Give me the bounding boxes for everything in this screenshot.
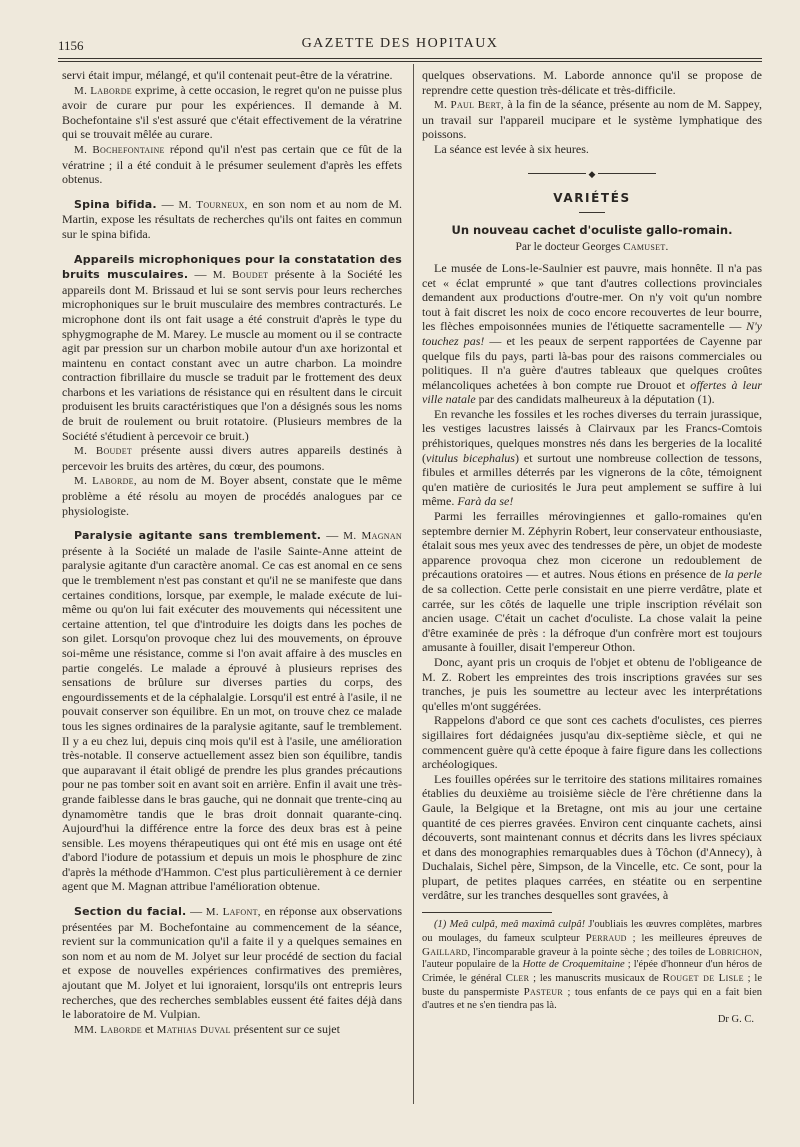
section-appareils-microphoniques <box>62 252 402 444</box>
footnote-rule <box>422 912 552 913</box>
emphasis: la perle <box>724 567 763 582</box>
paragraph-text: présente aussi divers autres appareils destinés à percevoir les bruits des artères, du cœur, des poumons. <box>62 443 402 473</box>
column-divider <box>413 64 414 1104</box>
paragraph-text: à la fin de la séance, présente au nom de M. Sappey, un travail sur l'appareil mucipare et le système lymphatique des poissons. <box>422 97 762 142</box>
paragraph <box>422 97 762 142</box>
speaker-name: M. Boudet <box>74 445 133 458</box>
emphasis: vitulus bicephalus <box>426 450 515 465</box>
page-number: 1156 <box>58 38 84 53</box>
footnote-signature: Dr G. C. <box>717 1013 754 1025</box>
paragraph <box>422 261 762 407</box>
separator: — <box>156 196 179 211</box>
paragraph-text: en réponse aux observations présentées par M. Bochefontaine au commencement de la séance, revient sur la communication qu'il a faite il y a quelques semaines en son nom et au nom de M. Jolyet sur leur procédé de section du facial et expose de nouvelles expériences confirmatives des premières, ajoutant que M. Jolyet et lui ignoraient, lorsqu'ils ont entrepris leurs recherches, que des recherches semblables eussent été faites déjà dans le laboratoire de M. Vulpian. <box>62 904 403 1022</box>
speaker-name: M. Bochefontaine <box>74 143 165 156</box>
paragraph-text: présente à la Société un malade de l'asile Sainte-Anne atteint de paralysie agitante d'un caractère anomal. Ce cas est anomal en ce sens que le tremblement n'est pas constant et qu'il ne se manifeste que dans certaines conditions, lorsque, par exemple, le malade exécute de lui-même ou qu'on lui fait exécuter des mouvements qui nécessitent une certaine attention, tel que d'introduire les doigts dans les poches de son gilet. Lorsqu'on provoque chez lui des mouvements, on éprouve soi-même une résistance, comme si l'on avait affaire à des muscles en partie congelés. Le malade a éprouvé à plusieurs reprises des sensations de brûlure sur diverses parties du corps, des engourdissements et de la céphalalgie. Lorsqu'il est entré à l'asile, il ne pouvait conserver son équilibre. En un mot, on trouve chez ce malade tous les signes ordinaires de la paralysie agitante, sauf le tremblement. Il y a eu chez lui, depuis cinq mois qu'il est à l'asile, une amélioration très-notable. Il conserve actuellement assez bien son équilibre, tandis que auparavant il était obligé de prendre les plus grandes précautions pour ne pas tomber soit en avant soit en arrière. Enfin il avait une très-grande faiblesse dans le bras gauche, qui ne donnait que trente-cinq au dynamomètre tandis que le bras droit donnait quarante-cinq. Aujourd'hui la différence entre la force des deux bras est à peine sensible. Les moyens thérapeutiques qui ont été mis en usage ont été d'abord l'iodure de potassium et depuis un mois le phosphure de zinc d'après la méthode d'Hammon. C'est plus particulièrement à ce dernier agent que M. Magnan attribue l'amélioration obtenue. <box>62 543 402 894</box>
article-title: Un nouveau cachet d'oculiste gallo-romain. <box>451 222 733 237</box>
header-rule-thin <box>58 61 762 62</box>
paragraph <box>62 473 402 518</box>
paragraph: servi était impur, mélangé, et qu'il contenait peut-être de la vératrine. <box>62 68 393 82</box>
paragraph <box>422 407 762 509</box>
footnote <box>422 919 762 1013</box>
left-column <box>62 68 402 1037</box>
paragraph-text: par des candidats malheureux à la députation (1). <box>475 392 715 407</box>
paragraph: Les fouilles opérées sur le territoire des stations militaires romaines établies du deuxième au troisième siècle de l'ère chrétienne dans la Gaule, la Belgique et la Bretagne, ont mis au jour une certaine quantité de ces pierres gravées. Environ cent cinquante cachets, ainsi découverts, sont maintenant connus et décrits dans les livres spéciaux et dans des monographies remarquables dues à Tôchon (d'Annecy), à Duchalais, Sichel père, Simpson, de la Vincelle, etc. Ce sont, pour la plupart, de petites plaques carrées, en stéatite ou en serpentine verdâtre, sur les tranches desquelles sont gravées, à <box>422 771 762 903</box>
paragraph-text: ) et surtout une nombreuse collection de tessons, fibules et armilles déterrés par les vignerons de la côte, témoignent qu'en matière de curiosités le Jura peut amplement se suffire à lui même. <box>422 450 762 509</box>
footnote-text: ; l'épée d'honneur d'un héros de Crimée, le général <box>422 959 763 985</box>
paragraph <box>62 443 402 473</box>
closing-line: La séance est levée à six heures. <box>434 141 589 156</box>
section-title: Appareils microphoniques pour la constatation des bruits musculaires. <box>62 252 402 282</box>
paragraph-text: présentent sur ce sujet <box>230 1021 340 1036</box>
section-title: Paralysie agitante sans tremblement. <box>74 529 322 543</box>
paragraph-text: — et les peaux de serpent rapportées de Cayenne par quelque fils du pays, parti là-bas pour des raisons commerciales ou politiques. Il n'a guère d'autres tableaux que quelques croûtes mélancoliques achetées à bon compte rue Drouot et <box>422 333 762 392</box>
footnote-text: ; les meilleures épreuves de <box>626 932 762 944</box>
person-name: Lobrichon <box>708 945 760 958</box>
paragraph: Rappelons d'abord ce que sont ces cachets d'oculistes, ces pierres sigillaires fort dédaignées jusqu'au dix-septième siècle, et qui ne commencent guère qu'à cette époque à faire figure dans les collections archéologiques. <box>422 713 762 772</box>
section-paralysie-agitante <box>62 528 402 894</box>
speaker-name: MM. Laborde <box>74 1023 142 1036</box>
paragraph-text: exprime, à cette occasion, le regret qu'on ne puisse plus avoir de curare pur pour les expériences. Il demande à M. Bochefontaine s'il s'est assuré que c'était effectivement de la vératrine qui se trouvait mêlée au curare. <box>62 82 403 142</box>
rubric-heading: VARIÉTÉS <box>553 191 631 206</box>
byline-text: Par le docteur Georges <box>515 241 624 254</box>
paragraph-text: de sa collection. Cette perle consistait en une pierre verdâtre, plate et carrée, sur les côtés de laquelle une triple inscription révélait son ancien usage. C'était un cachet d'oculiste. La chose valait la peine d'être examinée de près : la défroque d'un confrère mort est toujours amusante à fouiller, disait l'empereur Othon. <box>422 582 762 655</box>
emphasis: Hotte de Croquemitaine <box>522 959 625 971</box>
speaker-name: M. Laborde <box>74 84 132 97</box>
footnote-text: , l'incomparable graveur à la pointe sèche ; des toiles de <box>467 946 709 958</box>
paragraph <box>422 509 762 655</box>
footnote-text: ; les manuscrits musicaux de <box>529 973 663 985</box>
paragraph-text: en son nom et au nom de M. Martin, expose les résultats de recherches qu'ils ont faites en commun sur le spina bifida. <box>62 196 403 241</box>
paragraph: Donc, ayant pris un croquis de l'objet et obtenu de l'obligeance de M. Z. Robert les empreintes des trois inscriptions gravées sur ses tranches, je puis les soumettre au lecteur avec les interprétations qu'elles m'ont suggérées. <box>422 654 762 713</box>
emphasis: offertes à leur ville natale <box>422 377 762 407</box>
person-name: Rouget de Lisle <box>662 972 744 985</box>
paragraph: quelques observations. M. Laborde annonce qu'il se propose de reprendre cette question très-délicate et très-difficile. <box>422 68 762 97</box>
running-title: GAZETTE DES HOPITAUX <box>301 36 499 51</box>
emphasis: Farà da se! <box>457 494 514 509</box>
emphasis: (1) Meâ culpâ, meâ maximâ culpâ! <box>434 919 586 931</box>
paragraph <box>62 1022 402 1038</box>
speaker-name: M. Lafont, <box>205 906 261 919</box>
footnote-text: ; tous enfants de ce pays qui en a fait bien d'autres et ne s'en tiendra pas là. <box>422 987 762 1011</box>
section-title: Section du facial. <box>74 905 187 919</box>
paragraph-text: Parmi les ferrailles mérovingiennes et gallo-romaines qu'en septembre dernier M. Zéphyrin Robert, leur conservateur enthousiaste, étalait sous mes yeux avec des tendresses de père, un objet de modeste apparence provoqua chez mon cicerone un redoublement de précautions oratoires — et autres. Nous étions en présence de <box>422 509 762 582</box>
paragraph-text: présente à la Société les appareils dont M. Brissaud et lui se sont servis pour leurs recherches microphoniques sur le bruit musculaire des membres contracturés. Le microphone dont ils ont fait usage a été construit d'après le type du sphygmographe de M. Marey. Le muscle au moment ou il se contracte agit par pression sur un charbon mobile autour d'un axe horizontal et maintenu en contact constant avec un autre charbon. La moindre contraction fibrillaire du muscle se traduit par le frottement des deux charbons et les variations de résistance qui en résultent dans le circuit produisent les bruits caractéristiques que l'on a désignés sous les noms de bruit de roulement ou bruit rotatoire. (Plusieurs membres de la Société s'étudient à percevoir ce bruit.) <box>62 267 402 443</box>
speaker-name: M. Paul Bert, <box>434 99 504 112</box>
emphasis: N'y touchez pas! <box>422 319 762 348</box>
paragraph-text: En revanche les fossiles et les roches diverses du terrain jurassique, les vestiges lacustres laissés à Clairvaux par les Francs-Comtois préhistoriques, quelques monstres nés dans les bergeries de la localité ( <box>422 406 762 465</box>
header-rule <box>58 58 762 59</box>
paragraph-text: et <box>141 1021 157 1036</box>
right-column <box>422 68 762 1027</box>
footnote-text: J'oubliais les œuvres complètes, marbres ou moulages, du fameux sculpteur <box>422 919 762 944</box>
person-name: Perraud <box>585 931 627 944</box>
ornament-rule: ◆ <box>422 167 762 182</box>
separator: — <box>188 267 213 282</box>
speaker-name: M. Magnan <box>343 530 403 543</box>
person-name: Gaillard <box>422 945 468 958</box>
speaker-name: M. Tourneux, <box>178 198 248 211</box>
paragraph <box>62 142 402 187</box>
section-facial <box>62 904 402 1022</box>
short-rule <box>579 212 605 213</box>
author-name: Camuset. <box>623 241 669 254</box>
paragraph-text: Le musée de Lons-le-Saulnier est pauvre, mais honnête. Il n'a pas cet « éclat emprunté » que tant d'autres collections provinciales demandent aux productions d'outre-mer. On n'y voit qu'un nombre tout à fait discret les noix de coco encore recouvertes de leur bourre, les flèches empoisonnées munies de l'étiquette sacramentelle — <box>422 260 762 334</box>
footnote-text: ; le buste du panspermiste <box>422 973 762 999</box>
person-name: Pasteur <box>523 986 563 999</box>
speaker-name: M. Laborde, <box>74 475 137 488</box>
section-spina-bifida <box>62 197 402 242</box>
separator: — <box>186 904 206 919</box>
speaker-name: Mathias Duval <box>156 1023 231 1036</box>
speaker-name: M. Boudet <box>212 269 269 282</box>
paragraph-text: répond qu'il n'est pas certain que ce fût de la vératrine ; il a été conduit à le présumer seulement d'après les effets obtenus. <box>62 141 403 187</box>
paragraph <box>62 83 402 142</box>
person-name: Cler <box>505 972 530 985</box>
separator: — <box>321 528 344 543</box>
byline <box>422 240 762 255</box>
paragraph-text: au nom de M. Boyer absent, constate que le même problème a été résolu au moyen de procédés analogues par ce physiologiste. <box>62 473 402 518</box>
section-title: Spina bifida. <box>74 197 157 211</box>
footnote-text: , l'auteur populaire de la <box>422 946 762 971</box>
